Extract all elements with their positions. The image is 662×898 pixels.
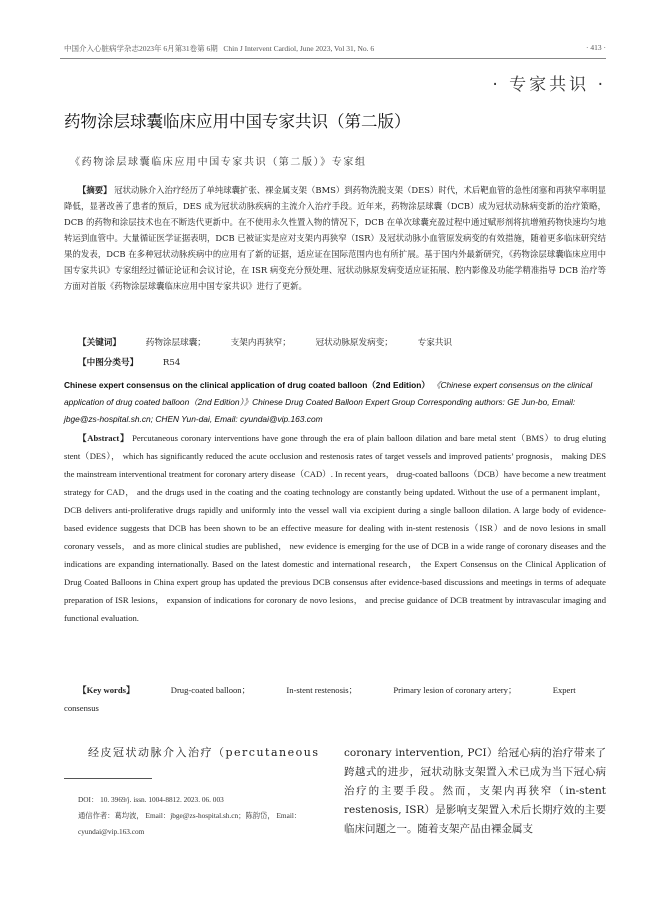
cn-keyword: 专家共识 [417, 338, 453, 348]
footnote [64, 792, 336, 840]
en-authors: Corresponding authors: GE Jun-bo, Email: jbge@zs-hospital.sh.cn; CHEN Yun-dai, Email: cyundai@vip.163.com [64, 397, 576, 424]
section-label: · 专家共识 · [492, 75, 606, 95]
cn-keywords-label: 【关键词】 [78, 338, 121, 348]
header-rule [60, 58, 606, 59]
journal-info [64, 43, 374, 54]
en-keyword: Primary lesion of coronary artery； [393, 685, 517, 695]
journal-cn: 中国介入心脏病学杂志2023年 6月第31卷第 6期 [64, 44, 218, 53]
cn-classification-value: R54 [162, 358, 181, 368]
cn-keyword: 冠状动脉原发病变； [315, 338, 393, 348]
footnote-rule [64, 778, 152, 779]
cn-classification-label: 【中图分类号】 [78, 358, 139, 368]
en-title: Chinese expert consensus on the clinical application of drug coated balloon（2nd Edition） [64, 380, 430, 390]
cn-abstract-label: 【摘要】 [78, 185, 112, 195]
journal-en: Chin J Intervent Cardiol, June 2023, Vol 31, No. 6 [223, 44, 375, 53]
body-right-column: coronary intervention, PCI）给冠心病的治疗带来了跨越式的进步，冠状动脉支架置入术已成为当下冠心病治疗的主要手段。然而，支架内再狭窄（in-stent restenosis, ISR）是影响支架置入术后长期疗效的主要临床问题之一。随着支架产品由裸金属支 [344, 747, 606, 835]
corresponding-author: 通信作者：葛均波， Email：jbge@zs-hospital.sh.cn；陈韵岱， Email：cyundai@vip.163.com [78, 811, 302, 836]
page-number: · 413 · [586, 43, 606, 52]
en-keyword: In-stent restenosis； [286, 685, 358, 695]
cn-classification [78, 356, 180, 368]
en-abstract-label: 【Abstract】 [78, 433, 130, 443]
article-title: 药物涂层球囊临床应用中国专家共识（第二版） [64, 112, 411, 131]
en-keywords-label: 【Key words】 [78, 685, 135, 695]
running-header [64, 43, 606, 54]
body-left-column: 经皮冠状动脉介入治疗（percutaneous [88, 746, 320, 759]
author-group: 《药物涂层球囊临床应用中国专家共识（第二版）》专家组 [70, 157, 367, 168]
doi: DOI： 10. 3969/j. issn. 1004-8812. 2023. 06. 003 [78, 795, 224, 804]
en-keywords [64, 681, 606, 717]
en-abstract-text: Percutaneous coronary interventions have gone through the era of plain balloon dilation and bare metal stent（BMS）to drug eluting stent（DES）， which has significantly reduced the acute occlusion and restenosis rates of target vessels and improved patients’ prognosis， making DES the mainstream interventional treatment for coronary artery disease（CAD）. In recent years， drug-coated balloons（DCB）have become a new treatment strategy for CAD， and the drugs used in the coating and the coating technology are constantly being updated. Without the use of a permanent implant， DCB delivers anti-proliferative drugs rapidly and uniformly into the vessel wall via excipient during a single balloon dilation. A large body of evidence-based evidence suggests that DCB has been shown to be an effective measure for dealing with in-stent restenosis（ISR）and de novo lesions in small coronary vessels， and as more clinical studies are published， new evidence is emerging for the use of DCB in a wide range of coronary diseases and the indications are expanding internationally. Based on the latest domestic and international research， the Expert Consensus on the Clinical Application of Drug Coated Balloons in China expert group has updated the previous DCB consensus after evidence-based discussions and meetings in terms of adequate preparation of ISR lesions， expansion of indications for coronary de novo lesions， and precise guidance of DCB treatment by intravascular imaging and functional evaluation. [64, 433, 606, 623]
cn-keyword: 药物涂层球囊； [145, 338, 206, 348]
en-keyword: Expert consensus [64, 685, 576, 713]
en-keyword: Drug-coated balloon； [170, 685, 251, 695]
cn-abstract [64, 182, 606, 294]
cn-abstract-text: 冠状动脉介入治疗经历了单纯球囊扩张、裸金属支架（BMS）到药物洗脱支架（DES）时代，术后靶血管的急性闭塞和再狭窄率明显降低，显著改善了患者的预后，DES 成为冠状动脉疾病的主流介入治疗手段。近年来，药物涂层球囊（DCB）成为冠状动脉病变新的治疗策略，DCB 的药物和涂层技术也在不断迭代更新中。在不使用永久性置入物的情况下，DCB 在单次球囊充盈过程中通过赋形剂将抗增殖药物快速均匀地转运到血管中。大量循证医学证据表明，DCB 已被证实是应对支架内再狭窄（ISR）及冠状动脉小血管原发病变的有效措施，随着更多临床研究结果的发表，DCB 在多种冠状动脉疾病中的应用有了新的证据，适应证在国际范围内也有所扩展。基于国内外最新研究，《药物涂层球囊临床应用中国专家共识》专家组经过循证论证和会议讨论，在 ISR 病变充分预处理、冠状动脉原发病变适应证拓展、腔内影像及功能学精准指导 DCB 治疗等方面对首版《药物涂层球囊临床应用中国专家共识》进行了更新。 [64, 185, 606, 291]
en-group: 《Chinese expert consensus on the clinical application of drug coated balloon（2nd Edition）》Chinese Drug Coated Balloon Expert Group [64, 380, 593, 407]
en-title-block [64, 377, 606, 428]
en-abstract [64, 429, 606, 627]
cn-keyword: 支架内再狭窄； [230, 338, 291, 348]
cn-keywords [78, 336, 452, 348]
